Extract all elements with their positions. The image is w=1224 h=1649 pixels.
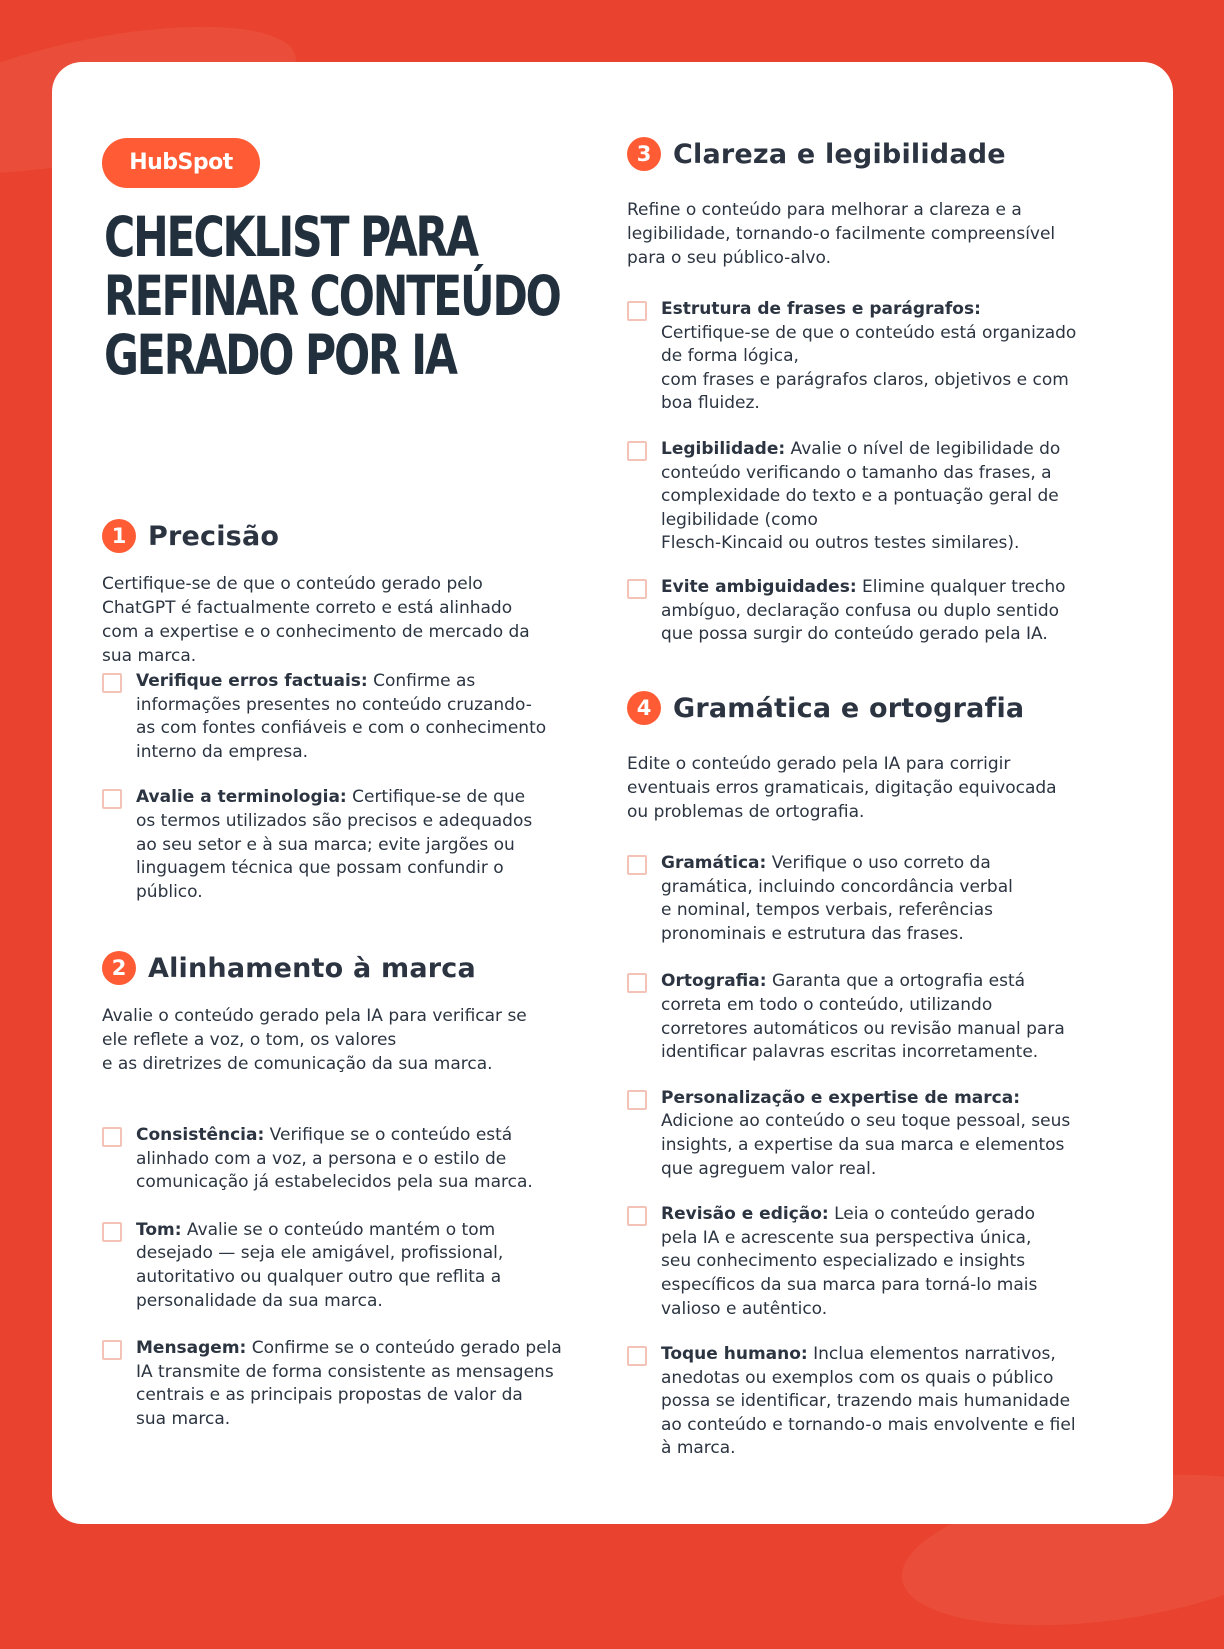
item-line: comunicação já estabelecidos pela sua marca. [136,1172,533,1193]
title-line: GERADO POR IA [104,323,456,387]
item-line: interno da empresa. [136,741,309,762]
checklist-item [102,1219,602,1313]
section-heading [627,134,1147,174]
item-line: que possa surgir do conteúdo gerado pela IA. [661,624,1048,645]
checklist-item [627,970,1147,1064]
item-text: Confirme as [367,671,476,691]
item-line: conteúdo verificando o tamanho das frases, a [661,462,1052,483]
checklist-item [102,1124,602,1195]
item-line [661,298,1147,322]
item-text: Elimine qualquer trecho [856,576,1066,597]
item-text: Leia o conteúdo gerado [828,1204,1035,1225]
item-line [661,576,1147,600]
item-line [136,1337,602,1361]
checkbox[interactable] [627,855,647,875]
section-number-badge: 1 [102,519,136,553]
title-line: REFINAR CONTEÚDO [104,264,560,328]
intro-line: Refine o conteúdo para melhorar a clareza e a [627,200,1022,220]
item-line: que agreguem valor real. [661,1158,877,1179]
item-line [661,970,1147,994]
item-line: valioso e autêntico. [661,1298,828,1319]
section-title: Clareza e legibilidade [673,138,1006,170]
section-intro [102,572,602,668]
section-title: Alinhamento à marca [148,952,476,984]
title-line: CHECKLIST PARA [104,205,477,269]
checklist-card [52,62,1173,1524]
section-heading [102,516,602,556]
item-line: com frases e parágrafos claros, objetivos e com [661,369,1069,390]
item-text: Verifique se o conteúdo está [264,1125,513,1145]
item-line: pronominais e estrutura das frases. [661,923,964,944]
item-text: Avalie o nível de legibilidade do [785,438,1061,459]
checklist-item [627,438,1147,556]
item-label: Toque humano: [661,1344,808,1365]
intro-line: Avalie o conteúdo gerado pela IA para verificar se [102,1006,527,1026]
intro-line: eventuais erros gramaticais, digitação equivocada [627,778,1057,798]
item-label: Gramática: [661,853,767,873]
checkbox[interactable] [627,973,647,993]
intro-line: legibilidade, tornando-o facilmente compreensível [627,224,1056,244]
item-label: Evite ambiguidades: [661,576,857,597]
section-title: Precisão [148,520,280,552]
checkbox[interactable] [627,1346,647,1366]
checkbox[interactable] [627,579,647,599]
checkbox[interactable] [627,301,647,321]
intro-line: sua marca. [102,646,197,666]
item-line: sua marca. [136,1408,231,1429]
checklist [102,670,602,904]
intro-line: Edite o conteúdo gerado pela IA para corrigir [627,754,1011,774]
item-line [136,1124,602,1148]
item-line: autoritativo ou qualquer outro que reflita a [136,1266,502,1287]
item-line: insights, a expertise da sua marca e elementos [661,1134,1065,1155]
item-text: Confirme se o conteúdo gerado pela [246,1338,562,1359]
item-line: público. [136,881,203,902]
intro-line: ou problemas de ortografia. [627,802,865,822]
checklist [627,852,1147,1461]
item-line [661,1343,1147,1367]
checklist-item [627,1343,1147,1461]
item-line: personalidade da sua marca. [136,1290,383,1311]
item-line [136,670,602,694]
item-label: Mensagem: [136,1338,247,1359]
checklist [627,298,1147,647]
section-gramatica-ortografia [627,688,1147,1461]
item-line: Adicione ao conteúdo o seu toque pessoal, seus [661,1111,1071,1132]
section-title: Gramática e ortografia [673,692,1025,724]
item-line [136,786,602,810]
section-precisao [102,516,602,904]
section-intro [102,1004,602,1076]
item-line: ao seu setor e à sua marca; evite jargões ou [136,834,515,855]
item-line: de forma lógica, [661,346,799,367]
item-line: pela IA e acrescente sua perspectiva única, [661,1227,1032,1248]
item-label: Verifique erros factuais: [136,671,368,691]
checkbox[interactable] [102,673,122,693]
checkbox[interactable] [627,1206,647,1226]
item-text: Garanta que a ortografia está [766,971,1026,992]
item-line: linguagem técnica que possam confundir o [136,858,504,879]
checklist-item [627,1203,1147,1321]
item-line: possa se identificar, trazendo mais humanidade [661,1391,1071,1412]
item-line: específicos da sua marca para torná-lo mais [661,1274,1038,1295]
item-line: legibilidade (como [661,509,818,530]
checklist-item [627,1087,1147,1181]
item-text: Avalie se o conteúdo mantém o tom [181,1219,496,1240]
checkbox[interactable] [102,1222,122,1242]
checklist-item [102,1337,602,1431]
item-label: Avalie a terminologia: [136,787,347,808]
item-line: alinhado com a voz, a persona e o estilo de [136,1148,507,1169]
checkbox[interactable] [102,1340,122,1360]
section-intro [627,752,1147,824]
checkbox[interactable] [102,789,122,809]
item-label: Revisão e edição: [661,1204,829,1225]
item-line: centrais e as principais propostas de valor da [136,1385,523,1406]
item-line: Certifique-se de que o conteúdo está organizado [661,322,1077,343]
checkbox[interactable] [627,441,647,461]
checkbox[interactable] [102,1127,122,1147]
item-line: informações presentes no conteúdo cruzando- [136,694,532,715]
checklist-item [102,670,602,764]
item-line [661,438,1147,462]
item-label: Consistência: [136,1125,265,1145]
checkbox[interactable] [627,1090,647,1110]
item-line: as com fontes confiáveis e com o conhecimento [136,718,547,739]
section-heading [627,688,1147,728]
item-label: Ortografia: [661,971,767,992]
item-line: ao conteúdo e tornando-o mais envolvente e fiel [661,1414,1076,1435]
item-label: Legibilidade: [661,438,786,459]
section-clareza-legibilidade [627,134,1147,647]
section-number-badge: 4 [627,691,661,725]
page-title [104,205,560,387]
intro-line: ChatGPT é factualmente correto e está alinhado [102,598,513,618]
item-text: Verifique o uso correto da [766,853,991,873]
item-text: Inclua elementos narrativos, [807,1344,1056,1365]
item-line: correta em todo o conteúdo, utilizando [661,994,993,1015]
item-line: os termos utilizados são precisos e adequados [136,810,533,831]
item-line: gramática, incluindo concordância verbal [661,876,1013,897]
item-line: à marca. [661,1438,736,1459]
intro-line: para o seu público-alvo. [627,248,832,268]
item-line [661,852,1147,876]
checklist-item [627,298,1147,416]
section-number-badge: 2 [102,951,136,985]
item-line: Flesch-Kincaid ou outros testes similares). [661,533,1020,554]
item-line: anedotas ou exemplos com os quais o público [661,1367,1054,1388]
intro-line: com a expertise e o conhecimento de mercado da [102,622,530,642]
item-line [136,1219,602,1243]
checklist-item [627,852,1147,946]
item-line: e nominal, tempos verbais, referências [661,900,993,921]
checklist-item [102,786,602,904]
item-label: Estrutura de frases e parágrafos: [661,299,981,319]
item-line: IA transmite de forma consistente as mensagens [136,1361,554,1382]
checklist-item [627,576,1147,647]
item-line: boa fluidez. [661,393,760,414]
section-number-badge: 3 [627,137,661,171]
item-line [661,1087,1147,1111]
intro-line: ele reflete a voz, o tom, os valores [102,1030,397,1050]
item-line: seu conhecimento especializado e insights [661,1251,1026,1272]
item-label: Personalização e expertise de marca: [661,1087,1020,1108]
section-intro [627,198,1147,270]
item-line: complexidade do texto e a pontuação geral de [661,486,1059,507]
intro-line: e as diretrizes de comunicação da sua marca. [102,1054,493,1074]
item-label: Tom: [136,1219,182,1240]
item-line: corretores automáticos ou revisão manual para [661,1018,1065,1039]
item-line: desejado — seja ele amigável, profissional, [136,1243,504,1264]
hubspot-logo: HubSpot [102,138,260,188]
checklist [102,1124,602,1432]
item-line: ambíguo, declaração confusa ou duplo sentido [661,600,1060,621]
item-text: Certifique-se de que [346,787,526,808]
item-line [661,1203,1147,1227]
item-line: identificar palavras escritas incorretamente. [661,1042,1039,1063]
section-heading [102,948,602,988]
section-alinhamento-marca [102,948,602,1432]
intro-line: Certifique-se de que o conteúdo gerado pelo [102,574,483,594]
